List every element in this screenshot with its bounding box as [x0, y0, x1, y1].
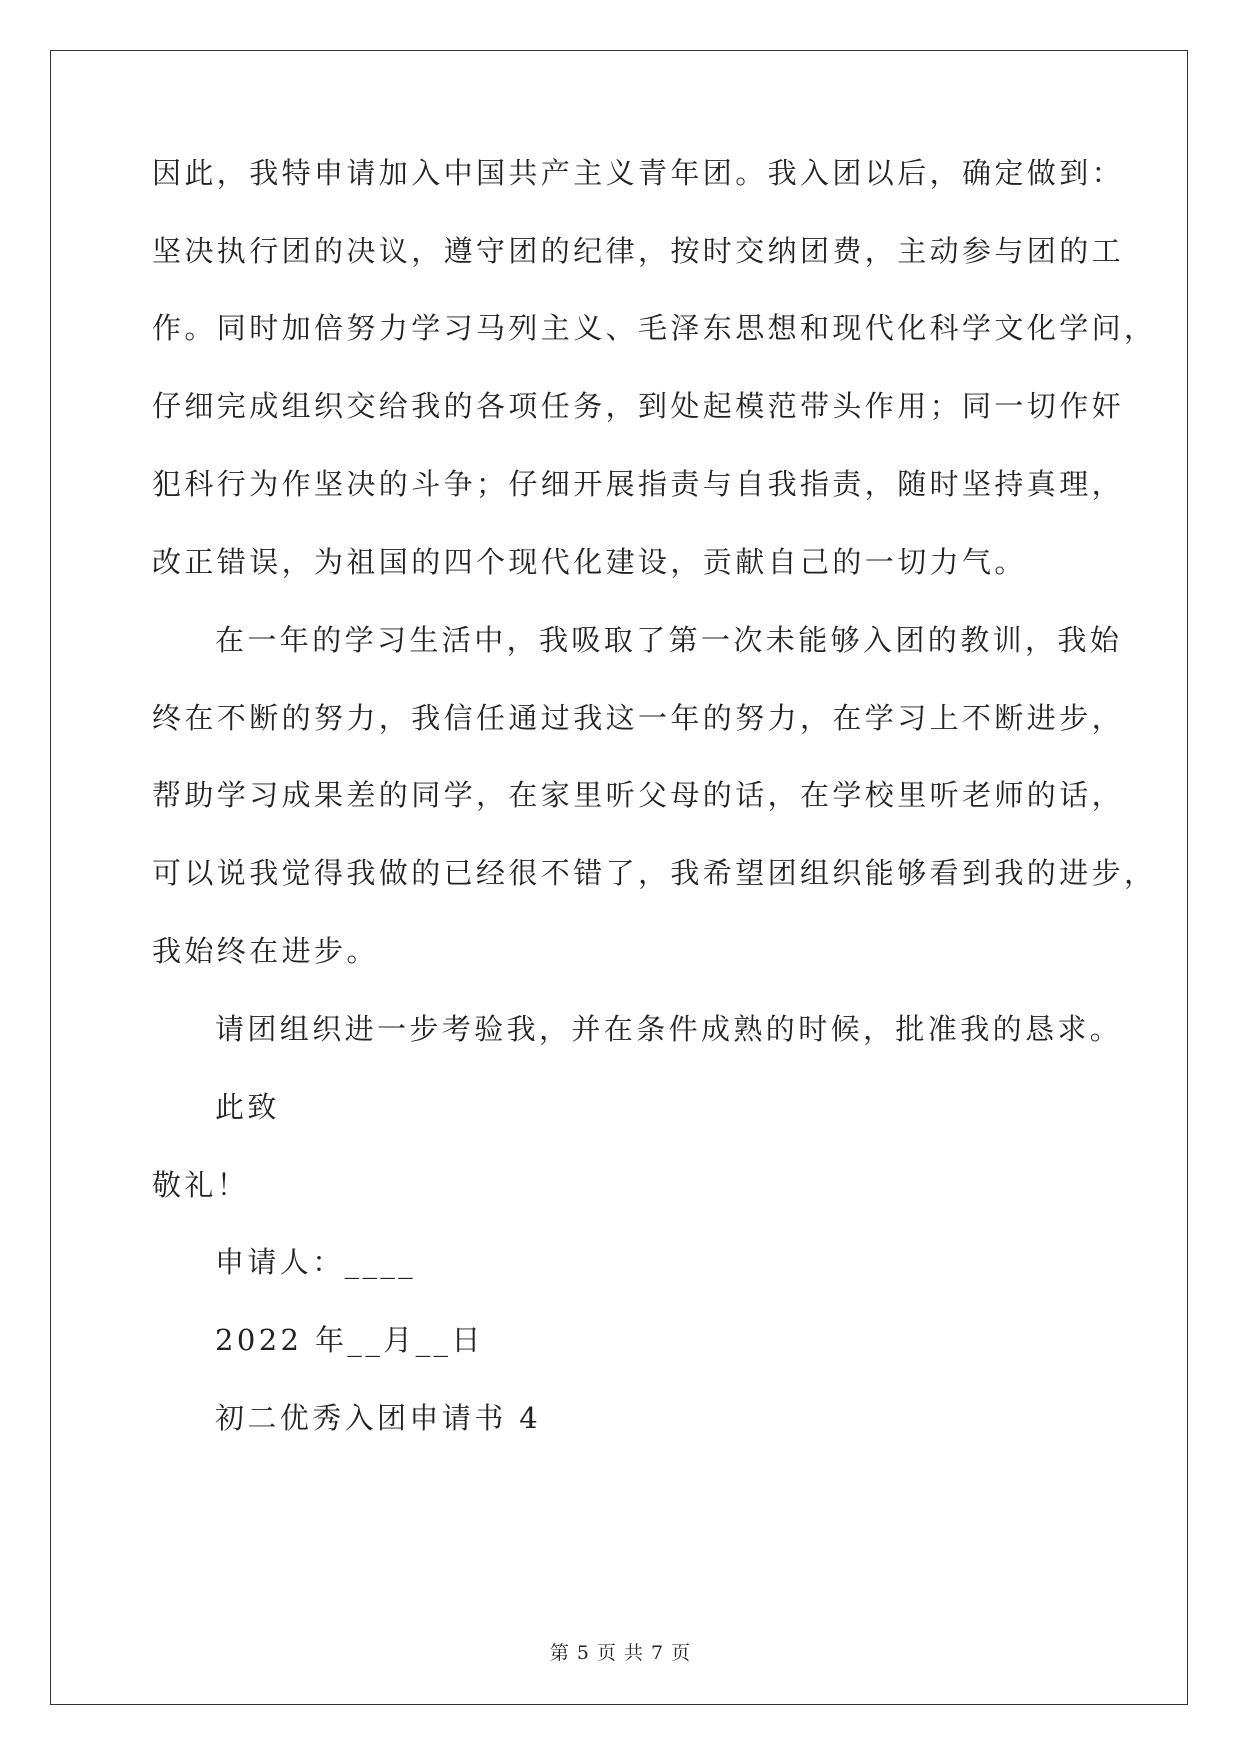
applicant-line: 申请人：____ — [215, 1245, 417, 1279]
text-line: 犯科行为作坚决的斗争；仔细开展指责与自我指责，随时坚持真理， — [152, 467, 1125, 501]
text-line: 作。同时加倍努力学习马列主义、毛泽东思想和现代化科学文化学问， — [152, 311, 1157, 345]
text-line: 因此，我特申请加入中国共产主义青年团。我入团以后，确定做到： — [152, 156, 1125, 190]
section-heading: 初二优秀入团申请书 4 — [215, 1401, 542, 1435]
text-line: 改正错误，为祖国的四个现代化建设，贡献自己的一切力气。 — [152, 545, 1027, 579]
text-line: 帮助学习成果差的同学，在家里听父母的话，在学校里听老师的话， — [152, 778, 1125, 812]
closing-line: 敬礼！ — [152, 1168, 250, 1202]
date-line: 2022 年__月__日 — [215, 1323, 484, 1357]
text-line: 可以说我觉得我做的已经很不错了，我希望团组织能够看到我的进步， — [152, 856, 1157, 890]
text-line: 终在不断的努力，我信任通过我这一年的努力，在学习上不断进步， — [152, 701, 1125, 735]
request-line: 请团组织进一步考验我，并在条件成熟的时候，批准我的恳求。 — [215, 1012, 1123, 1046]
text-line: 仔细完成组织交给我的各项任务，到处起模范带头作用；同一切作奸 — [152, 389, 1125, 423]
paragraph-first-line: 在一年的学习生活中，我吸取了第一次未能够入团的教训，我始 — [215, 623, 1123, 657]
salutation-line: 此致 — [215, 1090, 280, 1124]
page-number: 第 5 页 共 7 页 — [549, 1642, 692, 1664]
text-line: 我始终在进步。 — [152, 934, 379, 968]
text-line: 坚决执行团的决议，遵守团的纪律，按时交纳团费，主动参与团的工 — [152, 234, 1125, 268]
